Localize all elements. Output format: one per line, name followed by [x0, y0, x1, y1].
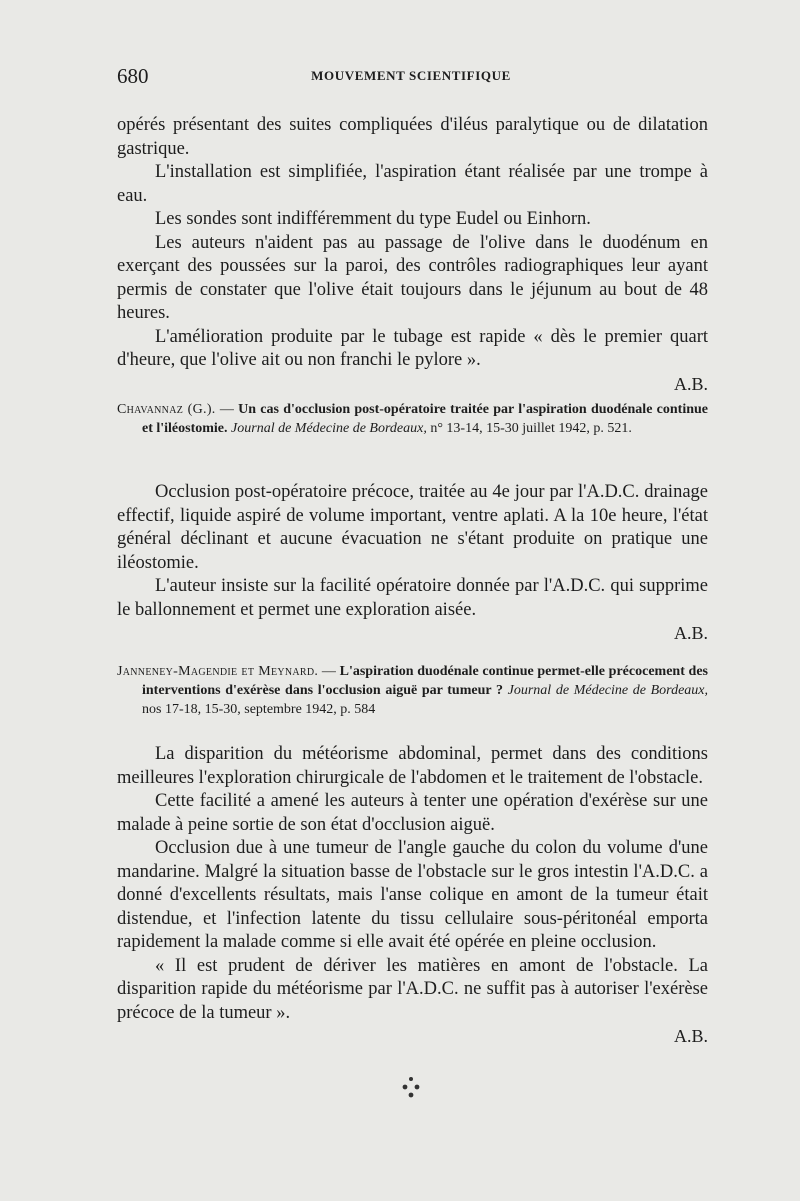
paragraph: L'amélioration produite par le tubage est rapide « dès le premier quart d'heure, que l'olive ait ou non franchi le pylore ».: [117, 326, 708, 370]
reference-journal: Journal de Médecine de Bordeaux,: [231, 421, 427, 436]
reference-details: nos 17-18, 15-30, septembre 1942, p. 584: [142, 702, 376, 717]
paragraph: Les auteurs n'aident pas au passage de l'olive dans le duodénum en exerçant des poussées sur la paroi, des contrôles radiographiques leur ayant permis de constater que l'olive était toujours dans le jéjunum au bout de 48 heures.: [117, 232, 708, 323]
bibliographic-reference: [117, 400, 708, 438]
reference-details: n° 13-14, 15-30 juillet 1942, p. 521.: [426, 421, 632, 436]
reference-title: Un cas d'occlusion post-opératoire traitée par l'aspiration duodénale continue et l'iléostomie.: [142, 402, 709, 436]
review-body: [117, 481, 708, 646]
reviewer-signature: A.B.: [673, 1026, 708, 1046]
review-continuation: [117, 114, 708, 396]
paragraph: L'installation est simplifiée, l'aspiration étant réalisée par une trompe à eau.: [117, 162, 708, 206]
reference-entry: [117, 662, 708, 719]
paragraph: Cette facilité a amené les auteurs à tenter une opération d'exérèse sur une malade à peine sortie de son état d'occlusion aiguë.: [117, 791, 708, 835]
paragraph: L'auteur insiste sur la facilité opératoire donnée par l'A.D.C. qui supprime le ballonnement et permet une exploration aisée.: [117, 576, 708, 620]
page-header: [117, 64, 705, 90]
page-number: 680: [117, 64, 149, 88]
reference-authors: Janneney-Magendie et Meynard.: [117, 664, 319, 679]
reviewer-signature: A.B.: [673, 373, 708, 394]
reference-journal: Journal de Médecine de Bordeaux,: [507, 683, 709, 698]
reference-title: L'aspiration duodénale continue permet-elle précocement des interventions d'exérèse dans l'occlusion aiguë par tumeur ?: [142, 664, 708, 698]
bibliographic-reference: [117, 662, 708, 719]
paragraph: La disparition du météorisme abdominal, permet dans des conditions meilleures l'exploration chirurgicale de l'abdomen et le traitement de l'obstacle.: [117, 744, 708, 788]
reference-authors: Chavannaz (G.).: [117, 402, 216, 417]
reference-entry: [117, 400, 708, 438]
running-title: MOUVEMENT SCIENTIFIQUE: [311, 68, 511, 83]
paragraph: opérés présentant des suites compliquées d'iléus paralytique ou de dilatation gastrique.: [117, 115, 708, 159]
paragraph: « Il est prudent de dériver les matières en amont de l'obstacle. La disparition rapide du météorisme par l'A.D.C. ne suffit pas à autoriser l'exérèse précoce de la tumeur ».: [117, 955, 708, 1023]
reference-dash: —: [215, 402, 239, 417]
paragraph: Occlusion post-opératoire précoce, traitée au 4e jour par l'A.D.C. drainage effectif, liquide aspiré de volume important, ventre aplati. A la 10e heure, l'état général déclinant et aucune évacuation ne s'étant produite on pratique une iléostomie.: [117, 482, 708, 573]
reference-dash: —: [318, 664, 340, 679]
reviewer-signature: A.B.: [673, 623, 708, 643]
paragraph: Occlusion due à une tumeur de l'angle gauche du colon du volume d'une mandarine. Malgré la situation basse de l'obstacle sur le gros intestin l'A.D.C. a donné d'excellents résultats, mais l'anse colique en amont de la tumeur était distendue, et l'infection latente du tissu cellulaire sous-péritonéal emporta rapidement la malade comme si elle avait été opérée en pleine occlusion.: [117, 838, 708, 952]
paragraph: Les sondes sont indifféremment du type Eudel ou Einhorn.: [155, 209, 591, 229]
review-body: [117, 743, 708, 1049]
fleuron-ornament-icon: [396, 1074, 426, 1100]
